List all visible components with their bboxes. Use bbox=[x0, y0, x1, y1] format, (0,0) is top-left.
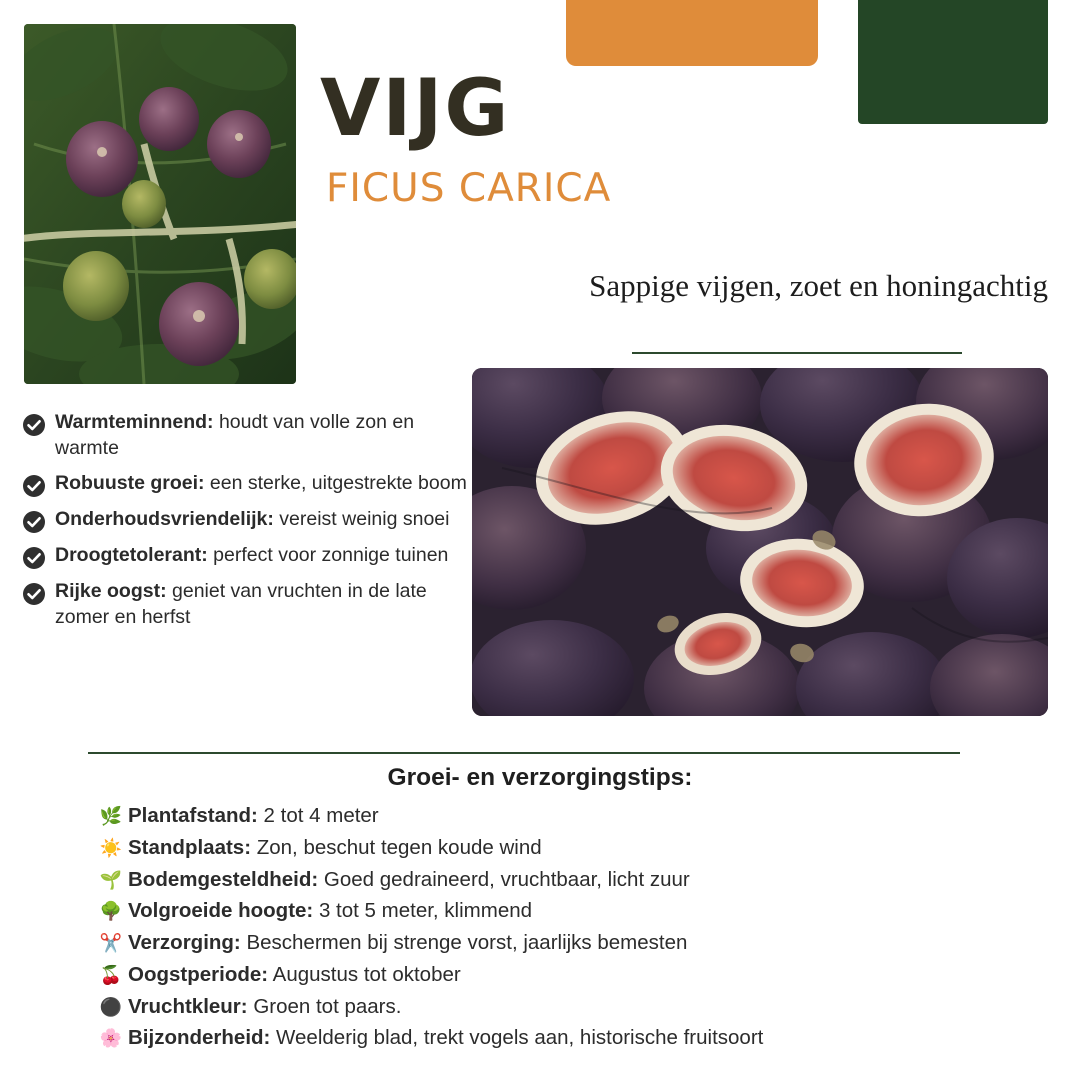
feature-desc: vereist weinig snoei bbox=[273, 507, 450, 530]
list-item bbox=[22, 579, 474, 631]
list-item bbox=[0, 959, 1080, 991]
sun-icon: ☀️ bbox=[99, 837, 123, 858]
seedling-icon: 🌱 bbox=[99, 869, 123, 890]
feature-label: Warmteminnend: bbox=[55, 411, 214, 433]
list-item bbox=[0, 895, 1080, 927]
list-item bbox=[22, 410, 474, 462]
list-item bbox=[22, 471, 474, 498]
tip-text bbox=[128, 864, 690, 896]
check-circle-icon bbox=[22, 474, 46, 498]
feature-text bbox=[55, 579, 474, 631]
feature-text bbox=[55, 507, 449, 533]
tip-label: Bijzonderheid: bbox=[128, 1026, 271, 1050]
feature-text bbox=[55, 471, 467, 497]
feature-text bbox=[55, 543, 448, 569]
list-item bbox=[0, 927, 1080, 959]
tip-desc: 2 tot 4 meter bbox=[257, 804, 379, 827]
tip-text bbox=[128, 959, 461, 991]
tagline-divider bbox=[632, 352, 962, 354]
feature-label: Rijke oogst: bbox=[55, 579, 167, 602]
tip-text bbox=[128, 895, 532, 927]
check-circle-icon bbox=[22, 510, 46, 534]
scissors-icon: ✂️ bbox=[99, 933, 123, 954]
tip-text bbox=[128, 832, 542, 864]
feature-text bbox=[55, 410, 474, 462]
tip-label: Standplaats: bbox=[128, 835, 252, 859]
feature-label: Onderhoudsvriendelijk: bbox=[55, 507, 274, 530]
tip-desc: 3 tot 5 meter, klimmend bbox=[313, 899, 533, 923]
tip-desc: Weelderig blad, trekt vogels aan, historische fruitsoort bbox=[270, 1026, 764, 1050]
tips-list bbox=[0, 800, 1080, 1054]
tip-desc: Groen tot paars. bbox=[247, 994, 402, 1018]
tip-label: Verzorging: bbox=[128, 931, 241, 955]
decorative-green-block bbox=[858, 0, 1048, 124]
tips-divider bbox=[88, 752, 960, 754]
tip-label: Volgroeide hoogte: bbox=[128, 899, 314, 923]
feature-label: Droogtetolerant: bbox=[55, 543, 208, 566]
blossom-icon: 🌸 bbox=[99, 1028, 123, 1049]
tip-text bbox=[128, 991, 401, 1023]
tips-title: Groei- en verzorgingstips: bbox=[387, 764, 693, 791]
check-circle-icon bbox=[22, 413, 46, 437]
list-item bbox=[22, 543, 474, 570]
tip-label: Plantafstand: bbox=[128, 804, 258, 827]
list-item bbox=[0, 832, 1080, 864]
list-item bbox=[0, 1022, 1080, 1054]
feature-desc: houdt van volle zon en warmte bbox=[55, 411, 415, 459]
feature-desc: een sterke, uitgestrekte boom bbox=[204, 471, 467, 494]
tip-label: Oogstperiode: bbox=[128, 962, 269, 986]
decorative-orange-block bbox=[566, 0, 818, 66]
feature-desc: perfect voor zonnige tuinen bbox=[207, 543, 449, 566]
fig-tree-photo bbox=[24, 24, 296, 384]
tip-desc: Augustus tot oktober bbox=[268, 962, 461, 986]
tip-desc: Beschermen bij strenge vorst, jaarlijks bemesten bbox=[240, 931, 688, 955]
title-block bbox=[320, 64, 840, 211]
figs-photo bbox=[472, 368, 1048, 716]
page-title: VIJG bbox=[320, 64, 511, 154]
feature-label: Robuuste groei: bbox=[55, 471, 205, 494]
black-circle-icon: ⚫ bbox=[99, 996, 123, 1017]
latin-name: FICUS CARICA bbox=[326, 166, 612, 211]
tagline: Sappige vijgen, zoet en honingachtig bbox=[589, 268, 1048, 303]
list-item bbox=[0, 800, 1080, 832]
tip-text bbox=[128, 1022, 763, 1054]
tip-label: Bodemgesteldheid: bbox=[128, 867, 319, 891]
tip-desc: Zon, beschut tegen koude wind bbox=[251, 835, 542, 859]
check-circle-icon bbox=[22, 546, 46, 570]
list-item bbox=[0, 864, 1080, 896]
cherries-icon: 🍒 bbox=[99, 964, 123, 985]
feature-desc: geniet van vruchten in de late zomer en herfst bbox=[55, 579, 427, 628]
tip-text bbox=[128, 927, 687, 959]
feature-list bbox=[22, 410, 474, 640]
tip-label: Vruchtkleur: bbox=[128, 994, 248, 1018]
tip-text bbox=[128, 800, 379, 832]
tip-desc: Goed gedraineerd, vruchtbaar, licht zuur bbox=[318, 867, 690, 891]
tree-icon: 🌳 bbox=[99, 901, 123, 922]
list-item bbox=[0, 991, 1080, 1023]
list-item bbox=[22, 507, 474, 534]
herb-icon: 🌿 bbox=[99, 806, 123, 826]
check-circle-icon bbox=[22, 582, 46, 606]
